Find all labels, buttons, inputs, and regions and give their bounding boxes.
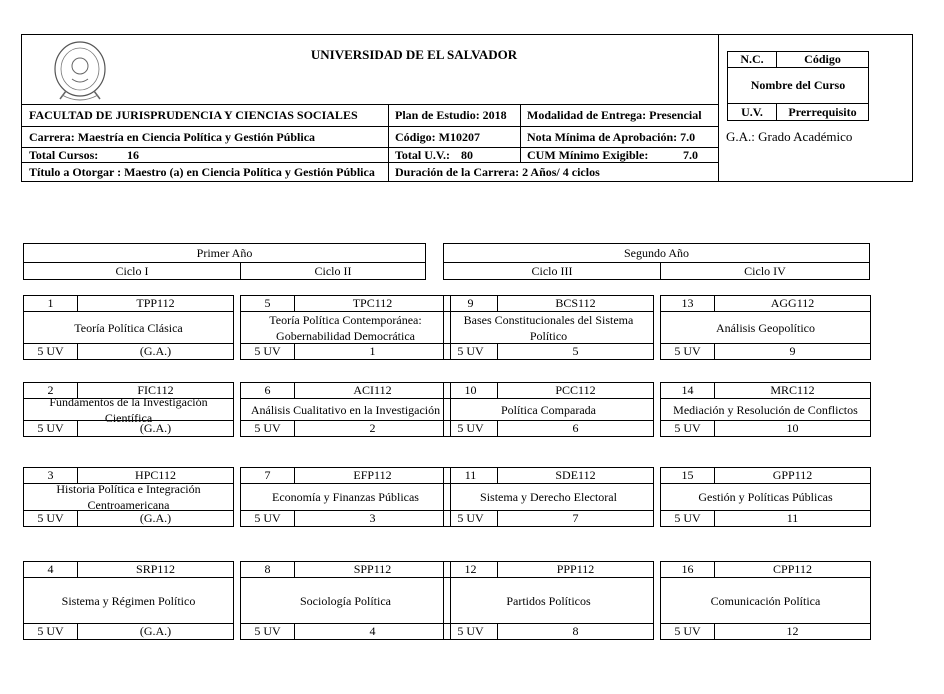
course-prerequisite: 3 <box>369 511 376 525</box>
total-courses-value: 16 <box>127 147 139 162</box>
course-card <box>660 467 871 527</box>
course-number: 1 <box>24 296 78 311</box>
course-uv: 5 UV <box>661 421 715 436</box>
course-code: PPP112 <box>556 562 595 576</box>
course-card <box>23 561 234 640</box>
year-label: Segundo Año <box>623 245 689 260</box>
course-code: SRP112 <box>136 562 175 576</box>
course-name: Comunicación Política <box>710 593 821 608</box>
course-card <box>660 295 871 360</box>
minimum-grade: Nota Mínima de Aprobación: 7.0 <box>527 129 696 144</box>
course-name: Sociología Política <box>300 593 391 608</box>
course-name: Partidos Políticos <box>506 593 591 608</box>
study-plan: Plan de Estudio: 2018 <box>395 108 507 122</box>
legend-prerequisite: Prerrequisito <box>788 104 857 119</box>
course-number: 4 <box>24 562 78 577</box>
legend-uv: U.V. <box>741 104 763 119</box>
course-number: 14 <box>661 383 715 398</box>
course-card <box>240 561 451 640</box>
course-prerequisite: (G.A.) <box>139 421 172 435</box>
legend-ga-note: G.A.: Grado Académico <box>726 129 853 144</box>
course-uv: 5 UV <box>24 421 78 436</box>
year-header-2 <box>443 243 870 280</box>
course-uv: 5 UV <box>241 624 295 639</box>
course-card <box>240 295 451 360</box>
year-label: Primer Año <box>196 245 253 260</box>
course-uv: 5 UV <box>24 344 78 359</box>
course-code: PCC112 <box>555 383 596 397</box>
course-uv: 5 UV <box>661 624 715 639</box>
course-card <box>660 382 871 437</box>
course-uv: 5 UV <box>444 421 498 436</box>
course-number: 3 <box>24 468 78 483</box>
course-code: GPP112 <box>772 468 813 482</box>
course-name: Bases Constitucionales del Sistema Político <box>463 312 634 343</box>
course-number: 2 <box>24 383 78 398</box>
year-header-1 <box>23 243 426 280</box>
course-code: CPP112 <box>773 562 812 576</box>
cycle-label: Ciclo III <box>531 263 573 278</box>
course-card <box>240 467 451 527</box>
career-name: Carrera: Maestría en Ciencia Política y Gestión Pública <box>29 129 316 144</box>
total-uv-label: Total U.V.: <box>395 147 451 162</box>
course-number: 13 <box>661 296 715 311</box>
course-number: 5 <box>241 296 295 311</box>
course-card <box>23 295 234 360</box>
course-uv: 5 UV <box>661 344 715 359</box>
course-name: Sistema y Derecho Electoral <box>480 490 617 504</box>
course-number: 7 <box>241 468 295 483</box>
cycle-label: Ciclo I <box>115 263 149 278</box>
course-prerequisite: (G.A.) <box>139 624 172 638</box>
course-prerequisite: 11 <box>786 511 799 525</box>
cycle-label: Ciclo IV <box>744 263 786 278</box>
course-name: Política Comparada <box>501 402 596 417</box>
course-code: HPC112 <box>135 468 176 482</box>
course-code: SDE112 <box>555 468 596 482</box>
total-uv-value: 80 <box>461 147 473 162</box>
legend-course-name: Nombre del Curso <box>750 78 846 92</box>
course-uv: 5 UV <box>24 624 78 639</box>
course-uv: 5 UV <box>444 624 498 639</box>
course-prerequisite: 1 <box>369 344 376 358</box>
legend-box <box>727 51 869 121</box>
course-prerequisite: 4 <box>369 624 376 638</box>
course-card <box>240 382 451 437</box>
cycle-label: Ciclo II <box>314 263 352 278</box>
header-block <box>21 34 913 182</box>
career-code: Código: M10207 <box>395 129 480 144</box>
course-code: TPP112 <box>136 296 175 310</box>
course-prerequisite: 6 <box>572 421 579 435</box>
course-code: EFP112 <box>353 468 392 482</box>
course-card <box>443 382 654 437</box>
university-seal-icon <box>52 39 108 103</box>
course-card <box>660 561 871 640</box>
course-number: 9 <box>444 296 498 311</box>
course-number: 8 <box>241 562 295 577</box>
course-uv: 5 UV <box>661 511 715 526</box>
course-prerequisite: 10 <box>786 421 799 435</box>
cum-label: CUM Mínimo Exigible: <box>527 147 649 162</box>
course-uv: 5 UV <box>241 421 295 436</box>
course-card <box>443 295 654 360</box>
course-code: TPC112 <box>352 296 393 310</box>
course-card <box>443 561 654 640</box>
course-uv: 5 UV <box>444 511 498 526</box>
course-prerequisite: 2 <box>369 421 376 435</box>
course-code: FIC112 <box>137 383 174 397</box>
course-name: Sistema y Régimen Político <box>61 593 196 608</box>
course-code: SPP112 <box>353 562 392 576</box>
course-code: AGG112 <box>770 296 815 310</box>
course-number: 12 <box>444 562 498 577</box>
cum-value: 7.0 <box>683 147 698 162</box>
course-name: Teoría Política Clásica <box>74 320 183 335</box>
course-number: 15 <box>661 468 715 483</box>
course-name: Análisis Cualitativo en la Investigación <box>250 402 441 417</box>
course-card <box>23 382 234 437</box>
course-prerequisite: (G.A.) <box>139 511 172 525</box>
course-number: 10 <box>444 383 498 398</box>
course-prerequisite: 5 <box>572 344 579 358</box>
course-name: Mediación y Resolución de Conflictos <box>673 402 858 417</box>
university-title: UNIVERSIDAD DE EL SALVADOR <box>310 47 518 62</box>
delivery-modality: Modalidad de Entrega: Presencial <box>527 108 702 122</box>
legend-code: Código <box>804 52 841 66</box>
course-prerequisite: 9 <box>789 344 796 358</box>
career-duration: Duración de la Carrera: 2 Años/ 4 ciclos <box>395 165 600 179</box>
course-name: Historia Política e Integración Centroamericana <box>56 482 201 512</box>
course-prerequisite: 7 <box>572 511 579 525</box>
course-name: Gestión y Políticas Públicas <box>698 490 833 504</box>
course-name: Teoría Política Contemporánea: Gobernabilidad Democrática <box>269 312 422 343</box>
course-prerequisite: 12 <box>786 624 799 638</box>
course-name: Economía y Finanzas Públicas <box>272 490 419 504</box>
course-code: ACI112 <box>353 383 392 397</box>
course-card <box>443 467 654 527</box>
course-uv: 5 UV <box>444 344 498 359</box>
course-number: 16 <box>661 562 715 577</box>
course-prerequisite: (G.A.) <box>139 344 172 358</box>
faculty-name: FACULTAD DE JURISPRUDENCIA Y CIENCIAS SOCIALES <box>29 108 358 122</box>
course-prerequisite: 8 <box>572 624 579 638</box>
course-name: Análisis Geopolítico <box>716 320 815 335</box>
course-code: BCS112 <box>555 296 596 310</box>
total-courses-label: Total Cursos: <box>29 147 99 162</box>
course-uv: 5 UV <box>241 344 295 359</box>
course-uv: 5 UV <box>241 511 295 526</box>
course-number: 6 <box>241 383 295 398</box>
course-number: 11 <box>444 468 498 483</box>
course-uv: 5 UV <box>24 511 78 526</box>
degree-title: Título a Otorgar : Maestro (a) en Ciencia Política y Gestión Pública <box>29 165 375 179</box>
course-name: Fundamentos de la Investigación Científica <box>49 394 208 425</box>
course-code: MRC112 <box>770 383 815 397</box>
legend-nc: N.C. <box>740 52 764 66</box>
course-card <box>23 467 234 527</box>
